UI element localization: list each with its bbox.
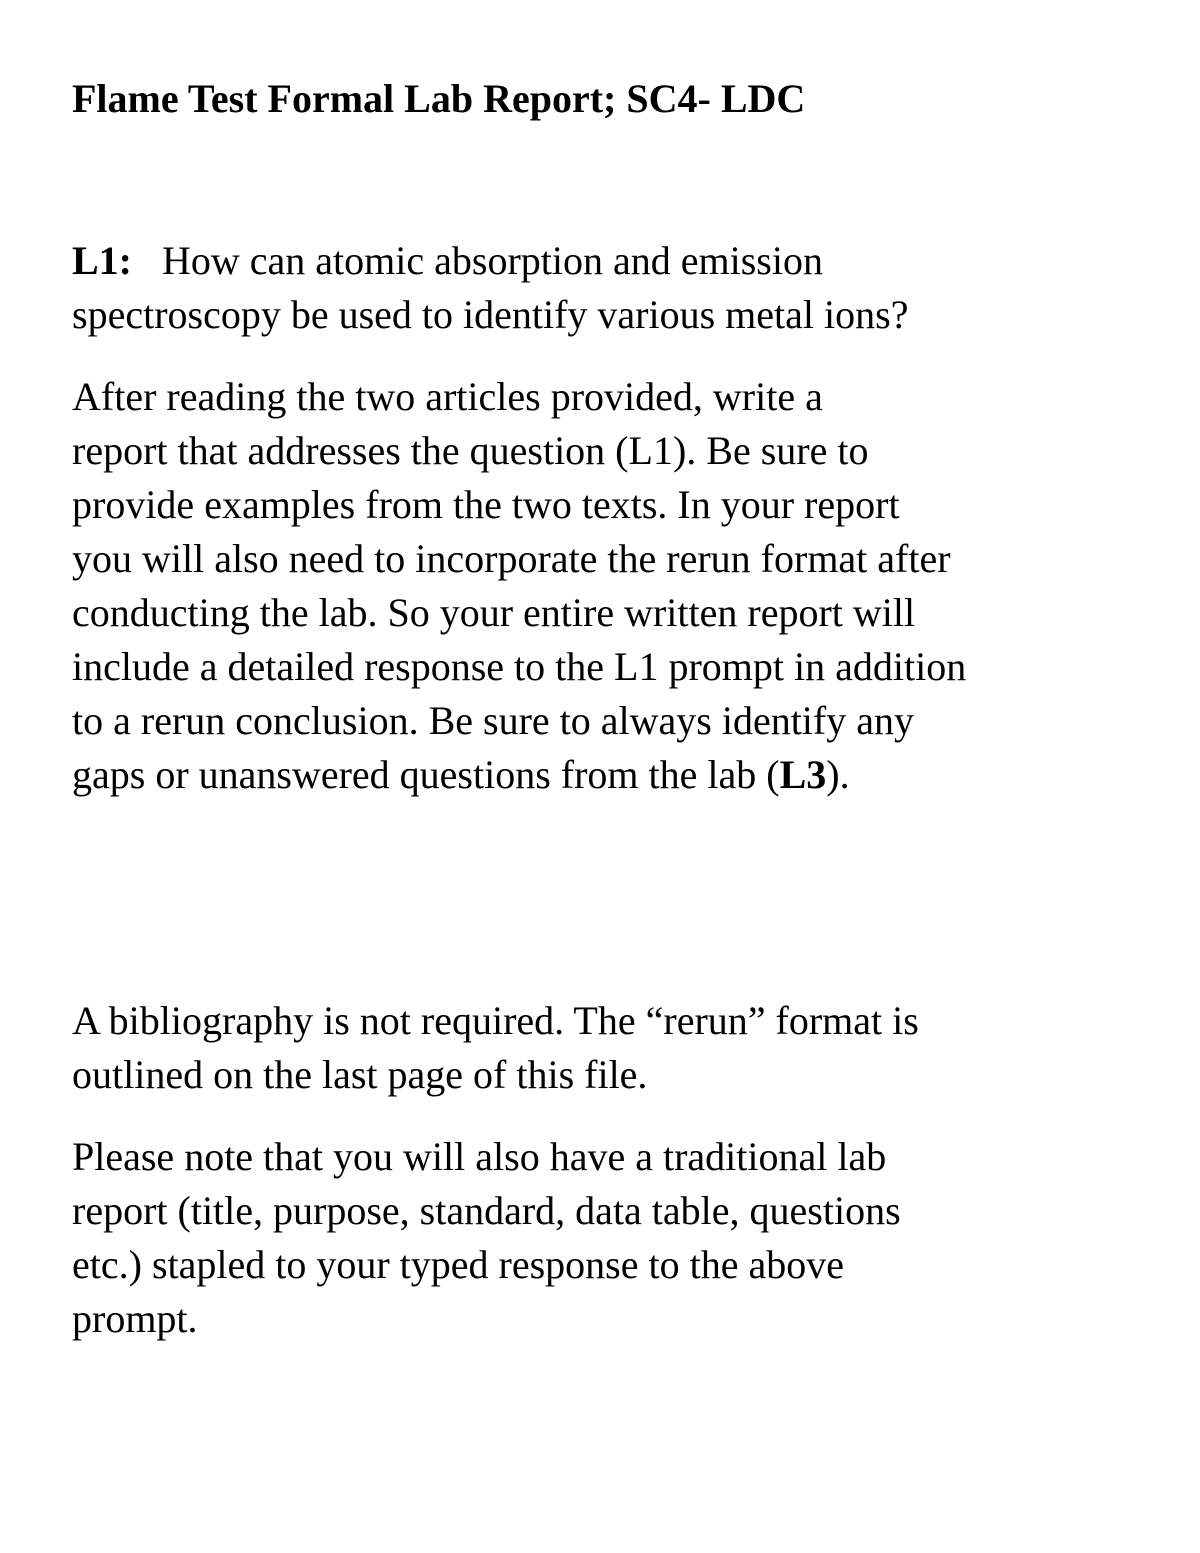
instructions-line: provide examples from the two texts. In your report: [72, 482, 900, 527]
guiding-question: [72, 234, 1182, 342]
instructions-line: to a rerun conclusion. Be sure to always identify any: [72, 698, 914, 743]
instructions-line-last: [72, 748, 1182, 802]
note-line: Please note that you will also have a traditional lab: [72, 1134, 887, 1179]
l3-reference: L3: [779, 752, 827, 797]
instructions-last-prefix: gaps or unanswered questions from the lab (: [72, 752, 780, 797]
bibliography-line: outlined on the last page of this file.: [72, 1052, 648, 1097]
note-line: prompt.: [72, 1296, 198, 1341]
instructions-line: report that addresses the question (L1). Be sure to: [72, 428, 869, 473]
note-line: etc.) stapled to your typed response to the above: [72, 1242, 844, 1287]
instructions-last-suffix: ).: [826, 752, 850, 797]
question-text-1: How can atomic absorption and emission: [162, 238, 823, 283]
bibliography-paragraph: [72, 994, 1182, 1102]
instructions-line: include a detailed response to the L1 prompt in addition: [72, 644, 967, 689]
instructions-line: After reading the two articles provided, write a: [72, 374, 823, 419]
document-title: Flame Test Formal Lab Report; SC4- LDC: [72, 76, 806, 121]
question-line-1: [72, 234, 1182, 288]
question-line-2: spectroscopy be used to identify various metal ions?: [72, 292, 909, 337]
bibliography-line: A bibliography is not required. The “rerun” format is: [72, 998, 919, 1043]
instructions-paragraph: [72, 370, 1182, 802]
question-label: L1:: [72, 238, 132, 283]
note-line: report (title, purpose, standard, data table, questions: [72, 1188, 901, 1233]
instructions-line: conducting the lab. So your entire written report will: [72, 590, 916, 635]
note-paragraph: [72, 1130, 1182, 1346]
instructions-line: you will also need to incorporate the rerun format after: [72, 536, 951, 581]
